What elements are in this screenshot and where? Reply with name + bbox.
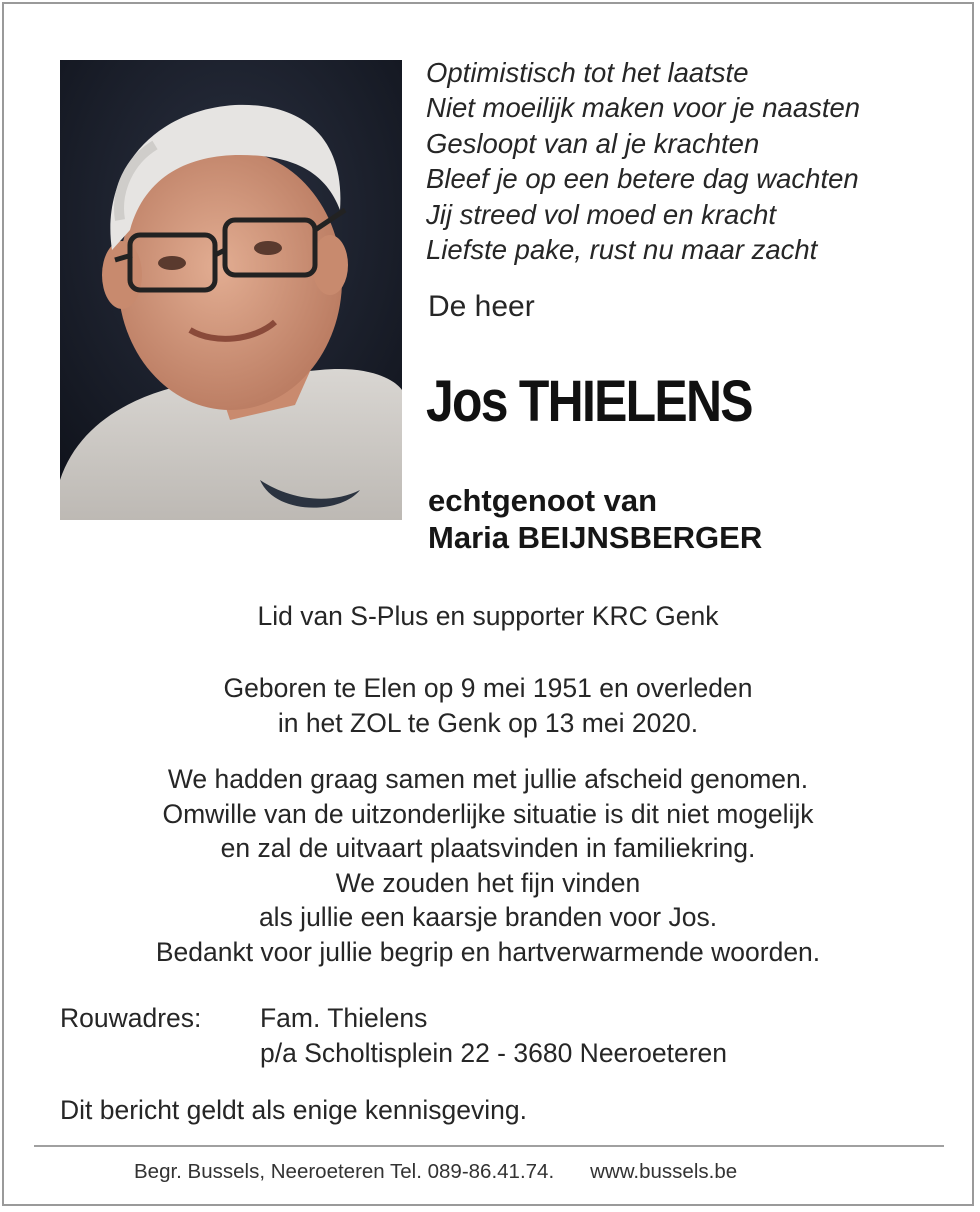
address-label: Rouwadres: — [60, 1003, 202, 1033]
message-line: We zouden het fijn vinden — [335, 867, 641, 898]
title-prefix: De heer — [428, 290, 535, 323]
address-line: Fam. Thielens — [260, 1003, 428, 1033]
website-link[interactable]: www.bussels.be — [590, 1160, 738, 1183]
poem-line: Jij streed vol moed en kracht — [426, 198, 777, 230]
poem-line: Bleef je op een betere dag wachten — [426, 163, 859, 195]
spouse-relation: echtgenoot van — [428, 483, 658, 518]
footer — [134, 1160, 737, 1184]
membership-line: Lid van S-Plus en supporter KRC Genk — [257, 601, 719, 631]
poem-line: Niet moeilijk maken voor je naasten — [426, 92, 861, 124]
undertaker-info: Begr. Bussels, Neeroeteren Tel. 089-86.41.74. — [134, 1160, 555, 1183]
address-lines — [260, 1001, 727, 1070]
notice-text: Dit bericht geldt als enige kennisgeving. — [60, 1095, 527, 1125]
message-text — [0, 762, 976, 970]
poem-line: Optimistisch tot het laatste — [426, 57, 749, 88]
message-line: Omwille van de uitzonderlijke situatie is dit niet mogelijk — [162, 798, 814, 829]
message-line: als jullie een kaarsje branden voor Jos. — [258, 902, 718, 933]
spouse-block — [428, 482, 762, 556]
footer-divider — [34, 1145, 944, 1147]
portrait-photo — [60, 60, 402, 520]
dates-line: in het ZOL te Genk op 13 mei 2020. — [277, 707, 699, 738]
address-line: p/a Scholtisplein 22 - 3680 Neeroeteren — [260, 1037, 727, 1068]
dates-line: Geboren te Elen op 9 mei 1951 en overleden — [223, 673, 753, 703]
dates-text — [0, 671, 976, 740]
poem — [426, 55, 860, 267]
message-line: Bedankt voor jullie begrip en hartverwarmende woorden. — [155, 936, 821, 967]
message-line: We hadden graag samen met jullie afscheid genomen. — [167, 764, 809, 794]
membership-text — [0, 599, 976, 634]
message-line: en zal de uitvaart plaatsvinden in familiekring. — [220, 833, 756, 864]
poem-line: Gesloopt van al je krachten — [426, 127, 760, 159]
deceased-name: Jos THIELENS — [426, 369, 752, 434]
poem-line: Liefste pake, rust nu maar zacht — [426, 234, 818, 266]
spouse-name: Maria BEIJNSBERGER — [428, 520, 763, 555]
